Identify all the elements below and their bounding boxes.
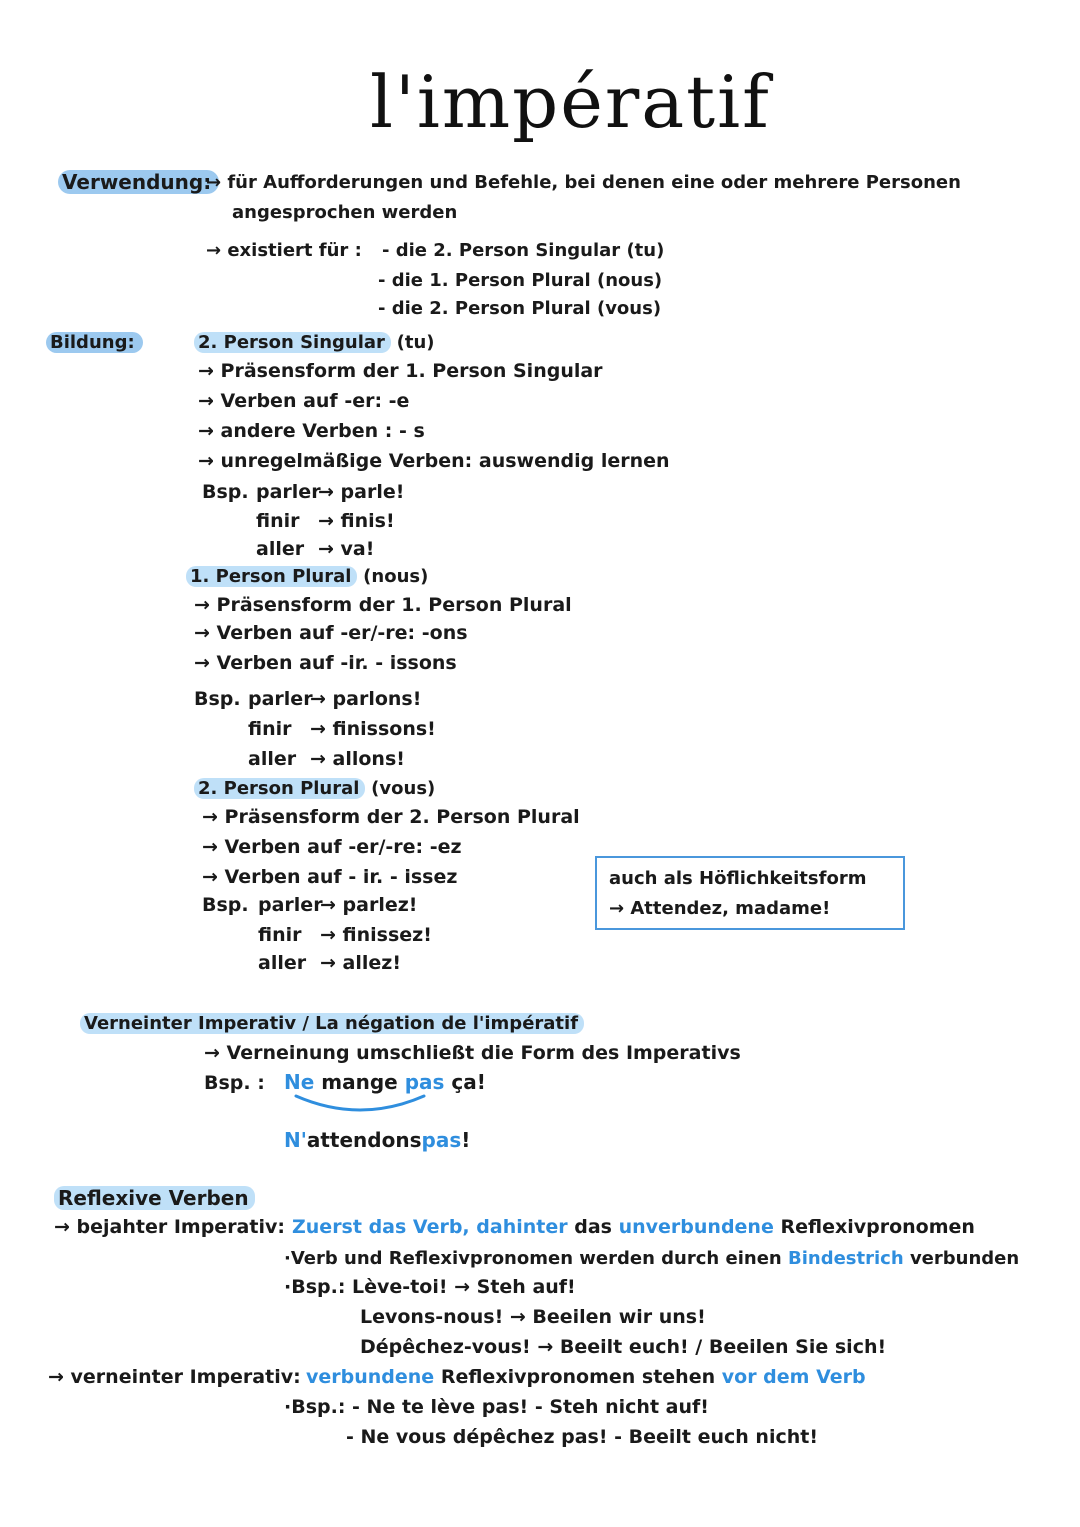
negation-heading: Verneinter Imperativ / La négation de l'impératif: [80, 1013, 584, 1034]
neg-verb: mange: [321, 1070, 398, 1094]
bejaht-label: → bejahter Imperativ:: [54, 1216, 285, 1238]
neg-verb: attendons: [306, 1128, 422, 1152]
tu-bsp: Bsp.: [202, 481, 249, 503]
tu-paren: (tu): [396, 332, 435, 353]
verneint-example: ·Bsp.: - Ne te lève pas! - Steh nicht auf!: [284, 1396, 709, 1418]
vous-rule: → Verben auf -er/-re: -ez: [202, 836, 462, 858]
tu-example-form: → finis!: [318, 510, 395, 532]
vous-example-form: → allez!: [320, 952, 401, 974]
exists-item: - die 2. Person Plural (vous): [378, 298, 662, 319]
tu-heading: 2. Person Singular: [194, 332, 391, 353]
verwendung-line2: angesprochen werden: [232, 202, 458, 223]
tu-example-verb: finir: [256, 510, 300, 532]
bejaht-example: ·Bsp.: Lève-toi! → Steh auf!: [284, 1276, 576, 1298]
bejaht-p4: unverbundene: [618, 1216, 774, 1238]
tu-rule: → Verben auf -er: -e: [198, 390, 410, 412]
nous-example-form: → finissons!: [310, 718, 436, 740]
nous-rule: → Verben auf -er/-re: -ons: [194, 622, 468, 644]
verneint-p1: verbundene: [306, 1366, 435, 1388]
bejaht2-p1: ·Verb und Reflexivpronomen werden durch einen: [284, 1248, 782, 1269]
nous-rule: → Verben auf -ir. - issons: [194, 652, 457, 674]
page-title: l'impératif: [370, 60, 771, 144]
nous-bsp: Bsp.: [194, 688, 241, 710]
verneint-p2: Reflexivpronomen stehen: [440, 1366, 716, 1388]
neg-rest: !: [461, 1128, 471, 1152]
neg-ne: Ne: [284, 1070, 315, 1094]
neg-ne: N': [284, 1128, 307, 1152]
bejaht-p1: Zuerst das Verb,: [292, 1216, 470, 1238]
vous-example-verb: aller: [258, 952, 307, 974]
vous-heading: 2. Person Plural: [194, 778, 365, 799]
bejaht-p3: das: [574, 1216, 612, 1238]
nous-example-verb: parler: [248, 688, 313, 710]
bejaht-example: Dépêchez-vous! → Beeilt euch! / Beeilen Sie sich!: [360, 1336, 887, 1358]
vous-rule: → Präsensform der 2. Person Plural: [202, 806, 580, 828]
nous-example-form: → allons!: [310, 748, 405, 770]
vous-example-form: → parlez!: [320, 894, 418, 916]
exists-item: - die 1. Person Plural (nous): [378, 270, 663, 291]
tu-rule: → andere Verben : - s: [198, 420, 425, 442]
tu-rule: → unregelmäßige Verben: auswendig lernen: [198, 450, 670, 472]
vous-example-form: → finissez!: [320, 924, 432, 946]
negation-bsp: Bsp. :: [204, 1072, 265, 1094]
negation-rule: → Verneinung umschließt die Form des Imperativs: [204, 1042, 741, 1064]
verneint-p3: vor dem Verb: [721, 1366, 866, 1388]
vous-example-verb: parler: [258, 894, 323, 916]
tu-rule: → Präsensform der 1. Person Singular: [198, 360, 603, 382]
verwendung-line1: → für Aufforderungen und Befehle, bei denen eine oder mehrere Personen: [206, 172, 961, 193]
exists-label: → existiert für :: [206, 240, 362, 261]
neg-rest: ça!: [451, 1070, 486, 1094]
nous-example-verb: finir: [248, 718, 292, 740]
nous-paren: (nous): [363, 566, 429, 587]
vous-example-verb: finir: [258, 924, 302, 946]
verneint-label: → verneinter Imperativ:: [48, 1366, 301, 1388]
note-line1: auch als Höflichkeitsform: [609, 868, 867, 889]
neg-pas: pas: [404, 1070, 445, 1094]
tu-example-form: → va!: [318, 538, 375, 560]
verwendung-label: Verwendung:: [58, 170, 219, 194]
verneint-example: - Ne vous dépêchez pas! - Beeilt euch nicht!: [346, 1426, 818, 1448]
tu-example-form: → parle!: [318, 481, 405, 503]
bejaht-rule-1: [292, 1216, 975, 1238]
nous-example-form: → parlons!: [310, 688, 422, 710]
bejaht-p5: Reflexivpronomen: [780, 1216, 975, 1238]
tu-example-verb: parler: [256, 481, 321, 503]
note-line2: → Attendez, madame!: [609, 898, 831, 919]
reflexive-heading: Reflexive Verben: [54, 1186, 255, 1210]
nous-heading: 1. Person Plural: [186, 566, 357, 587]
bildung-label: Bildung:: [46, 332, 143, 353]
vous-bsp: Bsp.: [202, 894, 249, 916]
tu-example-verb: aller: [256, 538, 305, 560]
verneint-rule: [306, 1366, 866, 1388]
bejaht2-p2: Bindestrich: [788, 1248, 904, 1269]
nous-example-verb: aller: [248, 748, 297, 770]
vous-paren: (vous): [371, 778, 436, 799]
bejaht-p2: dahinter: [476, 1216, 568, 1238]
bejaht-rule-2: [284, 1248, 1019, 1269]
vous-rule: → Verben auf - ir. - issez: [202, 866, 458, 888]
negation-example-2: [284, 1128, 470, 1152]
nous-rule: → Präsensform der 1. Person Plural: [194, 594, 572, 616]
neg-pas: pas: [421, 1128, 462, 1152]
bejaht-example: Levons-nous! → Beeilen wir uns!: [360, 1306, 706, 1328]
bejaht2-p3: verbunden: [909, 1248, 1020, 1269]
exists-item: - die 2. Person Singular (tu): [382, 240, 665, 261]
